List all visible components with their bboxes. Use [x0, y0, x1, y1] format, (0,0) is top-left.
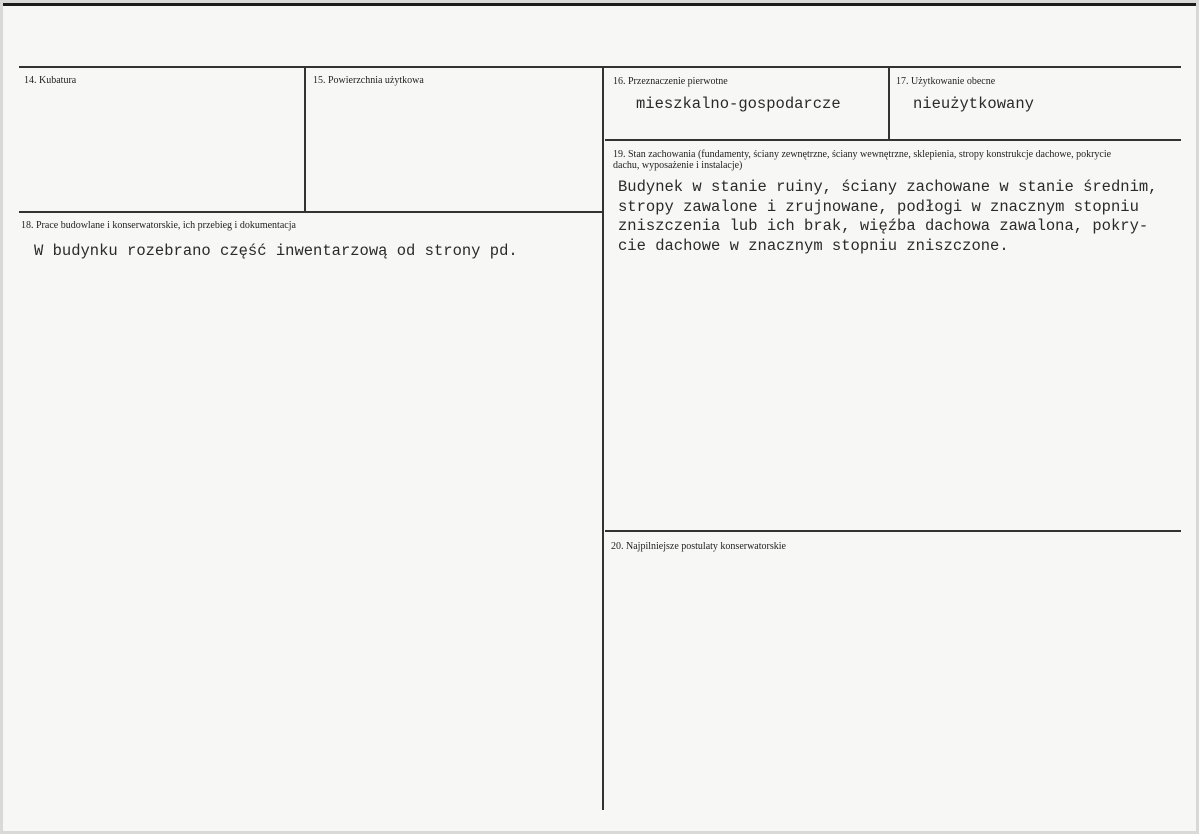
field-15-label: 15. Powierzchnia użytkowa — [313, 75, 424, 86]
rule-left-mid — [19, 211, 603, 213]
divider-center — [602, 67, 604, 810]
field-18-value: W budynku rozebrano część inwentarzową od strony pd. — [34, 242, 518, 260]
field-19-label: 19. Stan zachowania (fundamenty, ściany zewnętrzne, ściany wewnętrzne, sklepienia, stropy konstrukcje dachowe, pokrycie dachu, wyposażenie i instalacje) — [613, 149, 1112, 171]
field-20-label: 20. Najpilniejsze postulaty konserwatorskie — [611, 541, 786, 552]
field-19-line-2: stropy zawalone i zrujnowane, podłogi w znacznym stopniu — [618, 197, 1139, 216]
rule-top — [19, 66, 1181, 68]
field-14-label: 14. Kubatura — [24, 75, 77, 86]
rule-right-19 — [605, 139, 1181, 141]
field-19-value — [618, 178, 1188, 256]
field-19-line-4: cie dachowe w znacznym stopniu zniszczone. — [618, 236, 1009, 255]
divider-16-17 — [888, 67, 890, 140]
field-19-line-1: Budynek w stanie ruiny, ściany zachowane w stanie średnim, — [618, 178, 1158, 196]
record-card — [3, 3, 1196, 831]
field-16-label: 16. Przeznaczenie pierwotne — [613, 76, 728, 87]
rule-right-20 — [605, 530, 1181, 532]
field-16-value: mieszkalno-gospodarcze — [636, 95, 841, 113]
field-17-value: nieużytkowany — [913, 95, 1034, 113]
field-17-label: 17. Użytkowanie obecne — [896, 76, 996, 87]
field-19-line-3: zniszczenia lub ich brak, więźba dachowa zawalona, pokry- — [618, 217, 1149, 235]
field-18-label: 18. Prace budowlane i konserwatorskie, ich przebieg i dokumentacja — [21, 220, 296, 231]
divider-14-15 — [304, 67, 306, 212]
